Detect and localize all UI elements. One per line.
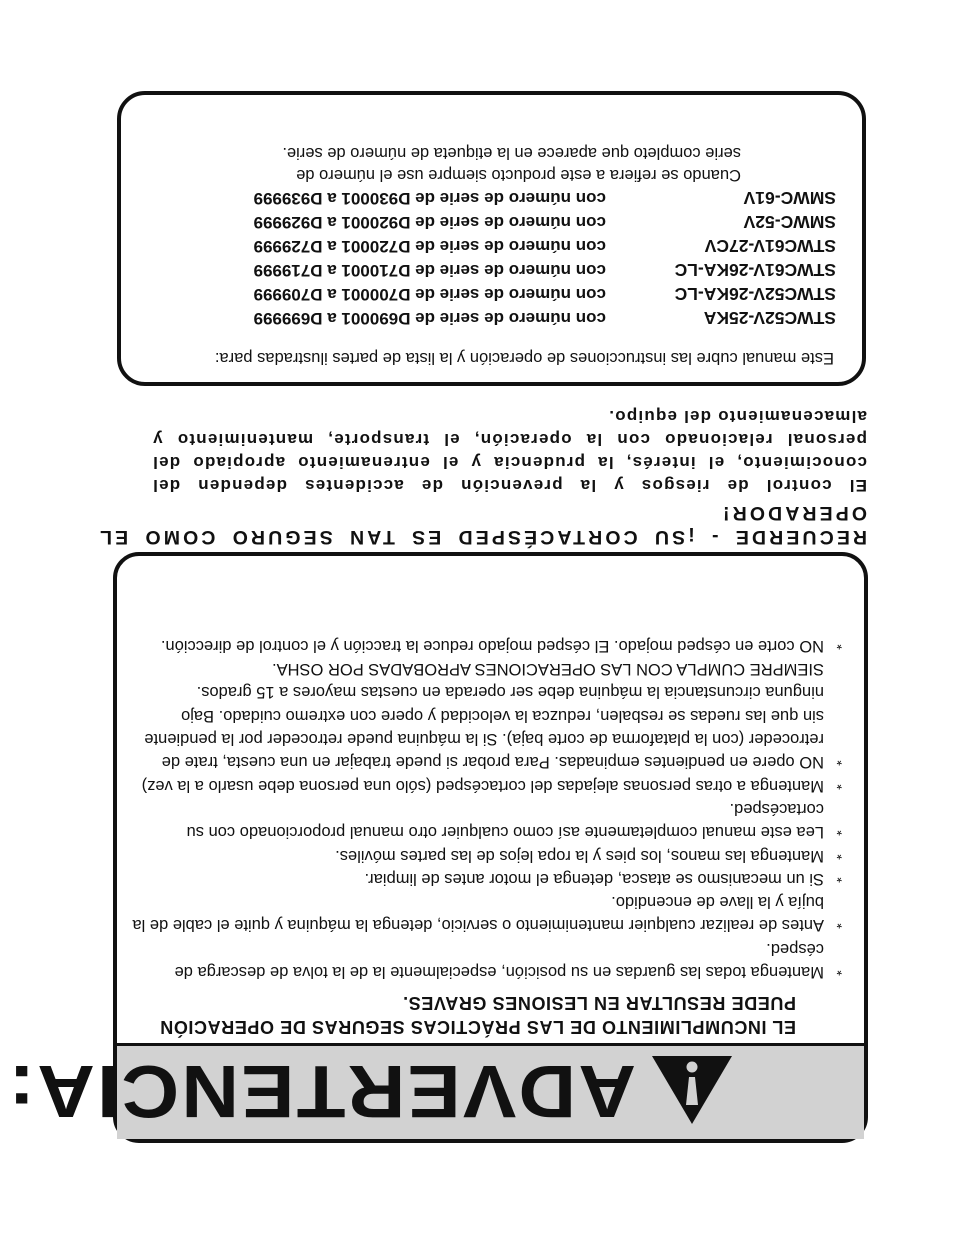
warning-item: [132, 634, 842, 657]
serial-range: con número de serie de D700001 a D709999: [253, 285, 606, 304]
model-list: [136, 186, 836, 330]
warning-item-text: Mantenga a otras personas alejadas del cortacésped (sólo una persona debe usarlo a la vez): [141, 776, 824, 795]
bullet-asterisk: *: [836, 823, 842, 840]
warning-item: [132, 936, 842, 983]
serial-range: con número de serie de D690001 a D699999: [253, 309, 606, 328]
warning-item: [132, 867, 842, 890]
warning-item-text: NO corte en césped mojado. El césped mojado reduce la tracción y el control de dirección.: [160, 636, 824, 655]
warning-box: [6, 552, 868, 1143]
warning-item: [132, 797, 842, 844]
warning-item: [132, 890, 842, 937]
warning-title: ADVERTENCIA:: [6, 1050, 636, 1133]
warning-triangle-icon: [650, 1053, 734, 1127]
serial-info-box: [117, 91, 866, 386]
model-name: STWC52V-25KA: [703, 308, 836, 329]
serial-range: con número de serie de D930001 a D939999: [253, 189, 606, 208]
warning-item-text: NO opere en pendientes empinadas. Para probar si puede trabajar en una cuesta, trate de retroceder (con la plataforma de corte baja). Si la máquina puede retroceder por la pendiente sin que las ruedas se resbalen, reduzca la velocidad y opere con extremo cuidado. Bajo ninguna circunstancia la máquina debe ser operada en cuestas mayores a 15 grados. SIEMPRE CUMPLA CON LAS OPERACIONES APROBADAS POR OSHA.: [144, 660, 824, 772]
model-name: STWC52V-26KA-LC: [674, 284, 836, 305]
model-row: [136, 210, 836, 234]
warning-item-text: Antes de realizar cualquier mantenimiento o servicio, detenga la máquina y quite el cable de la bujía y la llave de encendido.: [132, 893, 824, 935]
reminder-heading: RECUERDE - ¡SU CORTACÉSPED ES TAN SEGURO COMO EL OPERADOR!: [97, 502, 867, 548]
reminder-body: El control de riesgos y la prevención de accidentes dependen del conocimiento, el interés, la prudencia y el entrenamiento apropiado del personal relacionado con la operación, el transporte, mantenimiento y almacenamiento del equipo.: [152, 407, 867, 495]
serial-note-text: Cuando se refiera a este producto siempre use el número de serie completo que aparece en la etiqueta de número de serie.: [282, 144, 741, 184]
warning-lead: EL INCUMPLIMIENTO DE LAS PRÁCTICAS SEGURAS DE OPERACIÓN PUEDE RESULTAR EN LESIONES GRAVES.: [159, 993, 796, 1037]
model-row: [136, 186, 836, 210]
serial-range: con número de serie de D710001 a D719999: [253, 261, 606, 280]
bullet-asterisk: *: [836, 753, 842, 770]
warning-item-text: Mantenga las manos, los pies y la ropa lejos de las partes móviles.: [335, 846, 824, 865]
model-row: [136, 282, 836, 306]
model-name: SMWC-61V: [743, 188, 836, 209]
bullet-asterisk: *: [836, 916, 842, 933]
warning-item-text: Mantenga todas las guardas en su posición, especialmente la de la tolva de descarga de césped.: [174, 939, 824, 981]
bullet-asterisk: *: [836, 636, 842, 653]
warning-item-text: Lea este manual completamente así como cualquier otro manual proporcionado con su cortacésped.: [186, 799, 824, 842]
warning-list: [132, 634, 842, 983]
serial-range: con número de serie de D920001 a D929999: [253, 213, 606, 232]
model-name: STWC61V-27CV: [704, 236, 836, 257]
warning-item: [132, 657, 842, 773]
warning-item: [132, 843, 842, 866]
warning-banner: [6, 1043, 864, 1139]
serial-range: con número de serie de D720001 a D729999: [253, 237, 606, 256]
serial-intro-text: Este manual cubre las instrucciones de operación y la lista de partes ilustradas para:: [214, 349, 834, 367]
warning-item: [132, 773, 842, 796]
bullet-asterisk: *: [836, 963, 842, 979]
model-row: [136, 258, 836, 282]
bullet-asterisk: *: [836, 846, 842, 863]
model-row: [136, 306, 836, 330]
bullet-asterisk: *: [836, 776, 842, 793]
model-name: STWC61V-26KA-LC: [674, 260, 836, 281]
model-row: [136, 234, 836, 258]
warning-item-text: Si un mecanismo se atasca, detenga el motor antes de limpiar.: [364, 869, 824, 888]
model-name: SMWC-52V: [743, 212, 836, 233]
bullet-asterisk: *: [836, 869, 842, 886]
